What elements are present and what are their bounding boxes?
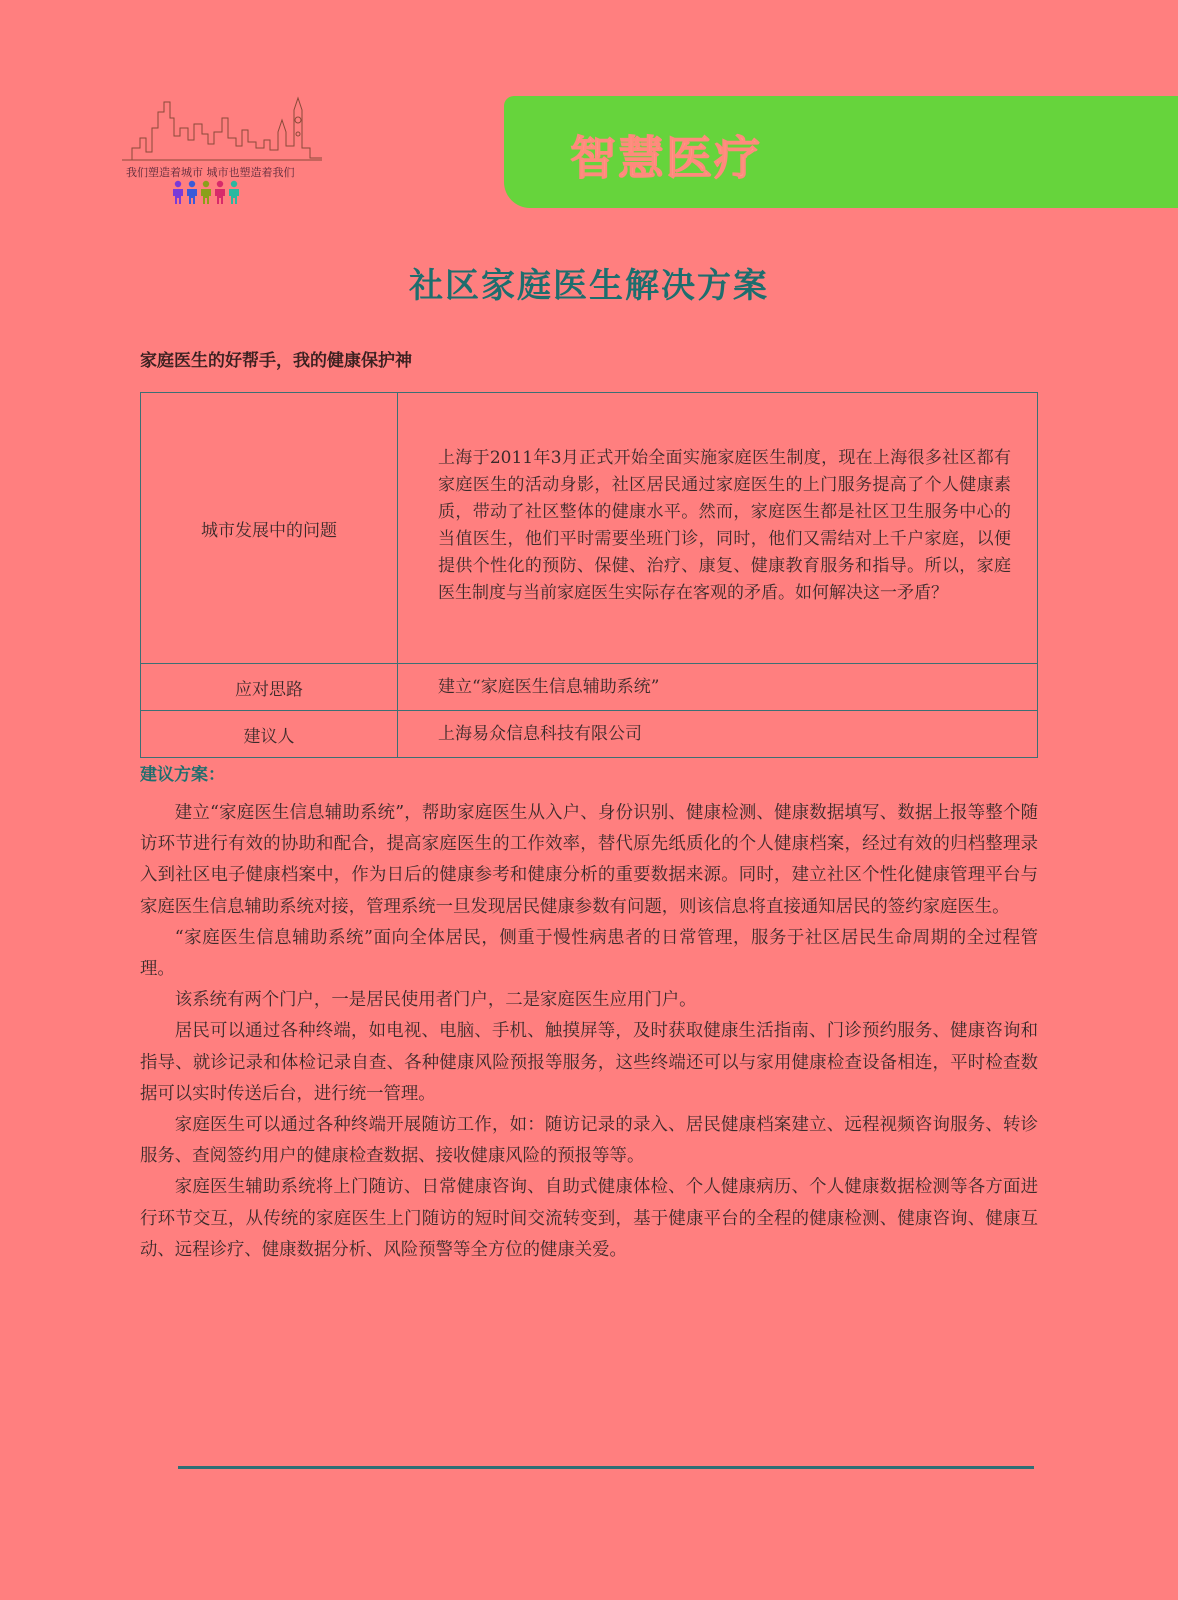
table-row <box>141 664 1038 711</box>
table-row <box>141 711 1038 758</box>
paragraph: 家庭医生可以通过各种终端开展随访工作，如：随访记录的录入、居民健康档案建立、远程视频咨询服务、转诊服务、查阅签约用户的健康检查数据、接收健康风险的预报等等。 <box>140 1115 1038 1167</box>
table-value-cell: 建立“家庭医生信息辅助系统” <box>398 664 1038 711</box>
page-subtitle: 家庭医生的好帮手，我的健康保护神 <box>140 351 412 371</box>
footer-divider <box>178 1466 1034 1469</box>
page-title: 社区家庭医生解决方案 <box>409 266 769 306</box>
table-label-cell: 城市发展中的问题 <box>141 393 398 664</box>
section-label: 智慧医疗 <box>570 131 762 185</box>
info-table <box>140 392 1038 758</box>
paragraph: 家庭医生辅助系统将上门随访、日常健康咨询、自助式健康体检、个人健康病历、个人健康数据检测等各方面进行环节交互，从传统的家庭医生上门随访的短时间交流转变到，基于健康平台的全程的健康检测、健康咨询、健康互动、远程诊疗、健康数据分析、风险预警等全方位的健康关爱。 <box>140 1177 1038 1260</box>
table-value-cell: 上海于2011年3月正式开始全面实施家庭医生制度，现在上海很多社区都有家庭医生的活动身影，社区居民通过家庭医生的上门服务提高了个人健康素质，带动了社区整体的健康水平。然而，家庭医生都是社区卫生服务中心的当值医生，他们平时需要坐班门诊，同时，他们又需结对上千户家庭，以便提供个性化的预防、保健、治疗、康复、健康教育服务和指导。所以，家庭医生制度与当前家庭医生实际存在客观的矛盾。如何解决这一矛盾？ <box>398 393 1038 664</box>
paragraph: 建立“家庭医生信息辅助系统”，帮助家庭医生从入户、身份识别、健康检测、健康数据填写、数据上报等整个随访环节进行有效的协助和配合，提高家庭医生的工作效率，替代原先纸质化的个人健康档案，经过有效的归档整理录入到社区电子健康档案中，作为日后的健康参考和健康分析的重要数据来源。同时，建立社区个性化健康管理平台与家庭医生信息辅助系统对接，管理系统一旦发现居民健康参数有问题，则该信息将直接通知居民的签约家庭医生。 <box>140 803 1038 917</box>
table-label-cell: 应对思路 <box>141 664 398 711</box>
proposal-heading: 建议方案： <box>140 765 225 785</box>
city-logo <box>118 88 328 214</box>
section-banner <box>504 96 1178 208</box>
table-label-cell: 建议人 <box>141 711 398 758</box>
paragraph: 该系统有两个门户，一是居民使用者门户，二是家庭医生应用门户。 <box>174 990 697 1011</box>
people-icon <box>173 181 239 204</box>
table-row <box>141 393 1038 664</box>
logo-slogan: 我们塑造着城市 城市也塑造着我们 <box>126 166 295 179</box>
table-value-cell: 上海易众信息科技有限公司 <box>398 711 1038 758</box>
paragraph: 居民可以通过各种终端，如电视、电脑、手机、触摸屏等，及时获取健康生活指南、门诊预约服务、健康咨询和指导、就诊记录和体检记录自查、各种健康风险预报等服务，这些终端还可以与家用健康检查设备相连，平时检查数据可以实时传送后台，进行统一管理。 <box>140 1021 1038 1104</box>
paragraph: “家庭医生信息辅助系统”面向全体居民，侧重于慢性病患者的日常管理，服务于社区居民生命周期的全过程管理。 <box>140 927 1038 980</box>
skyline-icon <box>118 88 328 214</box>
proposal-body <box>140 798 1038 1266</box>
